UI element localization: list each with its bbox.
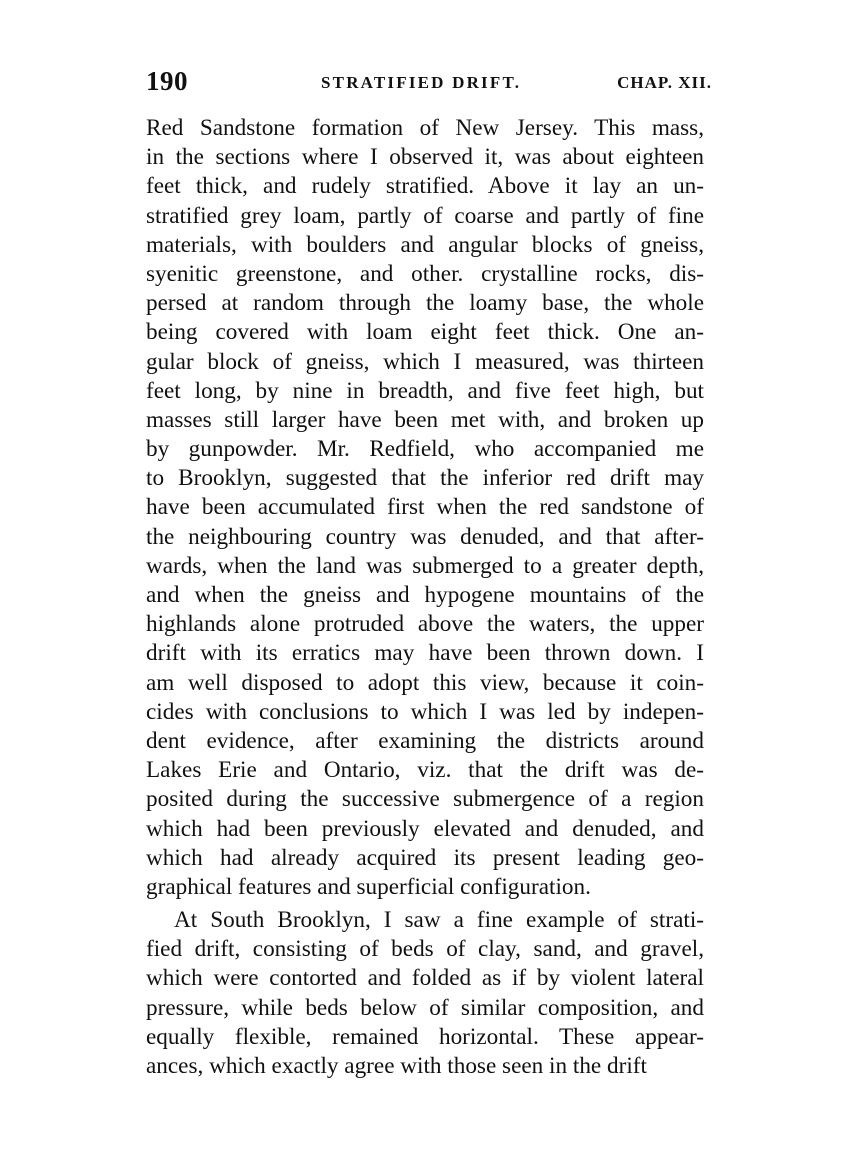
text-line: which had been previously elevated and denuded, and (146, 815, 704, 842)
paragraph-container (146, 114, 704, 1081)
running-title: STRATIFIED DRIFT. (321, 73, 522, 92)
text-line: stratified grey loam, partly of coarse and partly of fine (146, 202, 704, 229)
text-line: ances, which exactly agree with those seen in the drift (146, 1053, 647, 1079)
text-line: drift with its erratics may have been thrown down. I (146, 640, 704, 667)
text-line: in the sections where I observed it, was about eighteen (146, 144, 704, 171)
text-line: to Brooklyn, suggested that the inferior red drift may (146, 465, 704, 492)
text-line: pressure, while beds below of similar composition, and (146, 994, 704, 1021)
text-line: graphical features and superficial configuration. (146, 873, 591, 900)
text-line: gular block of gneiss, which I measured, was thirteen (146, 348, 704, 375)
text-line: wards, when the land was submerged to a greater depth, (146, 552, 704, 579)
text-line: posited during the successive submergence of a region (146, 786, 704, 813)
text-line: being covered with loam eight feet thick. One an- (146, 319, 704, 346)
text-line: feet long, by nine in breadth, and five feet high, but (146, 377, 704, 404)
paragraph (146, 114, 704, 902)
text-line: by gunpowder. Mr. Redfield, who accompanied me (146, 436, 704, 463)
running-header (146, 66, 712, 102)
text-line: cides with conclusions to which I was led by indepen- (146, 698, 704, 725)
text-line: have been accumulated first when the red sandstone of (146, 494, 704, 521)
text-line: which were contorted and folded as if by violent lateral (146, 965, 704, 992)
chapter-reference: CHAP. XII. (617, 73, 712, 92)
text-line: equally flexible, remained horizontal. These appear- (146, 1023, 704, 1050)
text-line: the neighbouring country was denuded, and that after- (146, 523, 704, 550)
text-line: Red Sandstone formation of New Jersey. This mass, (146, 115, 704, 141)
text-line: At South Brooklyn, I saw a fine example of strati- (174, 907, 704, 934)
text-line: masses still larger have been met with, and broken up (146, 406, 704, 433)
text-line: materials, with boulders and angular blocks of gneiss, (146, 231, 704, 258)
text-line: Lakes Erie and Ontario, viz. that the drift was de- (146, 757, 704, 784)
text-line: highlands alone protruded above the waters, the upper (146, 611, 704, 638)
text-line: syenitic greenstone, and other. crystalline rocks, dis- (146, 260, 704, 287)
text-line: dent evidence, after examining the districts around (146, 727, 704, 754)
body-text (146, 114, 704, 1081)
text-line: fied drift, consisting of beds of clay, sand, and gravel, (146, 936, 704, 963)
text-line: and when the gneiss and hypogene mountains of the (146, 582, 704, 608)
paragraph (146, 906, 704, 1081)
text-line: which had already acquired its present leading geo- (146, 844, 704, 871)
text-line: am well disposed to adopt this view, because it coin- (146, 669, 704, 696)
text-line: persed at random through the loamy base, the whole (146, 290, 704, 317)
text-line: feet thick, and rudely stratified. Above it lay an un- (146, 173, 704, 200)
page-number: 190 (146, 66, 188, 96)
